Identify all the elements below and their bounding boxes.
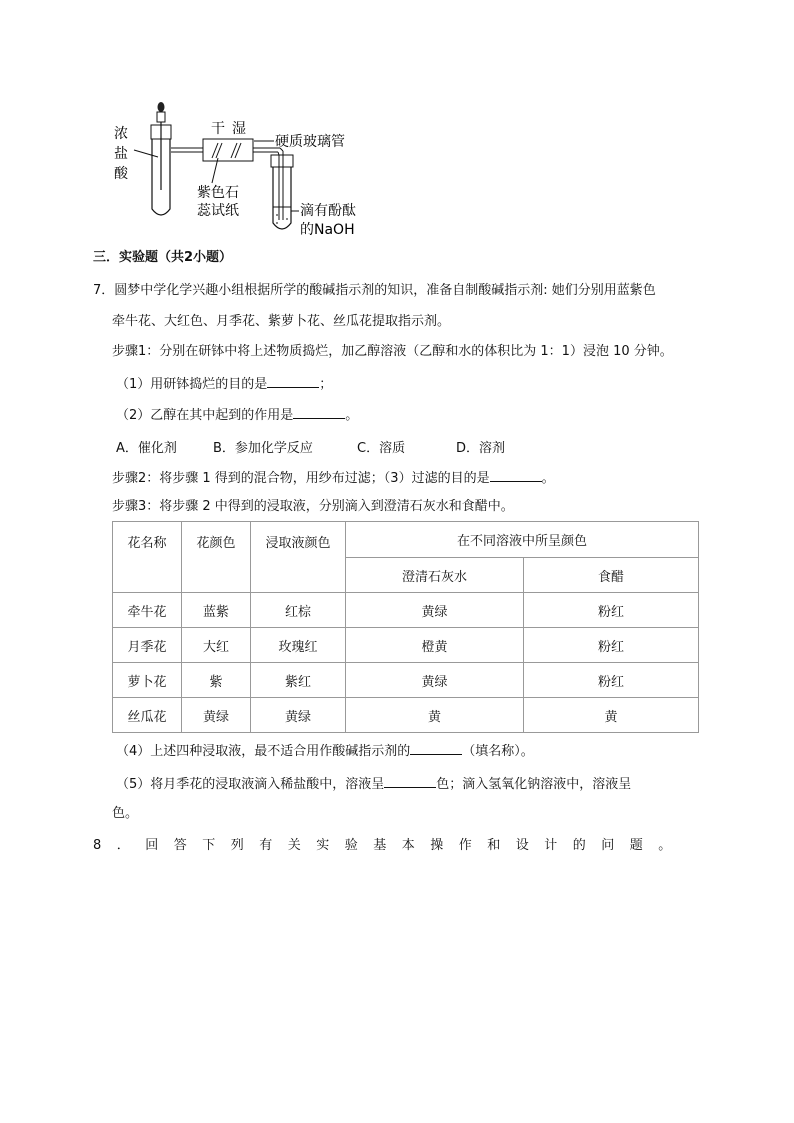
table-cell: 紫红 (251, 663, 346, 698)
q7-line-2: 牵牛花、大红色、月季花、紫萝卜花、丝瓜花提取指示剂。 (112, 314, 451, 329)
q7-line-1: 7．圆梦中学化学兴趣小组根据所学的酸碱指示剂的知识，准备自制酸碱指示剂: 她们分别用蓝紫色 (93, 283, 656, 298)
wet-label: 湿 (232, 121, 246, 137)
hcl-label-1: 浓 (114, 126, 128, 142)
q7-sub-5-mid: 色；滴入氢氧化钠溶液中，溶液呈 (436, 777, 632, 792)
litmus-label-2: 蕊试纸 (197, 203, 239, 219)
q7-step-1: 步骤1：分别在研钵中将上述物质捣烂，加乙醇溶液（乙醇和水的体积比为 1：1）浸泡 10 分钟。 (112, 344, 673, 359)
table-cell: 橙黄 (346, 628, 524, 663)
header-extract-color: 浸取液颜色 (251, 522, 346, 593)
flower-table (112, 521, 699, 733)
table-cell: 丝瓜花 (113, 698, 182, 733)
table-cell: 粉红 (524, 593, 699, 628)
answer-blank-3[interactable] (490, 467, 542, 482)
header-flower-color: 花颜色 (182, 522, 251, 593)
q7-step-2-end: 。 (541, 471, 555, 486)
q7-step-3: 步骤3：将步骤 2 中得到的浸取液，分别滴入到澄清石灰水和食醋中。 (112, 499, 514, 514)
table-cell: 红棕 (251, 593, 346, 628)
q7-sub-1 (116, 373, 332, 395)
q7-sub-2 (116, 404, 358, 426)
table-row (113, 663, 699, 698)
q7-sub-4 (116, 740, 534, 762)
q7-sub-4-text: （4）上述四种浸取液，最不适合用作酸碱指示剂的 (116, 744, 411, 759)
table-cell: 大红 (182, 628, 251, 663)
q7-sub-4-end: （填名称）。 (462, 744, 534, 759)
table-cell: 蓝紫 (182, 593, 251, 628)
answer-blank-5[interactable] (384, 773, 436, 788)
q7-sub-5-text: （5）将月季花的浸取液滴入稀盐酸中，溶液呈 (116, 777, 385, 792)
table-cell: 玫瑰红 (251, 628, 346, 663)
naoh-label-2: 的NaOH (300, 222, 355, 238)
naoh-label-1: 滴有酚酞 (300, 203, 356, 219)
table-cell: 黄绿 (251, 698, 346, 733)
q8-text: 8．回答下列有关实验基本操作和设计的问题。 (93, 838, 687, 853)
answer-blank-2[interactable] (293, 404, 345, 419)
q7-sub-2-end: 。 (345, 408, 359, 423)
q7-sub-1-end: ； (319, 377, 333, 392)
table-row (113, 628, 699, 663)
hcl-label-2: 盐 (114, 146, 128, 162)
header-flower-name: 花名称 (113, 522, 182, 593)
q7-sub-2-text: （2）乙醇在其中起到的作用是 (116, 408, 294, 423)
glass-tube-label: 硬质玻璃管 (275, 134, 345, 150)
table-cell: 粉红 (524, 628, 699, 663)
table-cell: 牵牛花 (113, 593, 182, 628)
q7-sub-1-text: （1）用研钵捣烂的目的是 (116, 377, 268, 392)
table-cell: 黄绿 (346, 663, 524, 698)
answer-blank-1[interactable] (267, 373, 319, 388)
answer-blank-4[interactable] (410, 740, 462, 755)
option-c[interactable]: C．溶质 (357, 441, 406, 456)
subheader-limewater: 澄清石灰水 (346, 558, 524, 593)
hcl-label-3: 酸 (114, 166, 128, 182)
q7-sub-5 (116, 773, 631, 795)
q7-step-2-text: 步骤2：将步骤 1 得到的混合物，用纱布过滤；（3）过滤的目的是 (112, 471, 490, 486)
apparatus-diagram (100, 95, 400, 240)
table-cell: 粉红 (524, 663, 699, 698)
header-solution-colors: 在不同溶液中所呈颜色 (346, 522, 699, 558)
table-cell: 黄绿 (182, 698, 251, 733)
table-cell: 黄 (524, 698, 699, 733)
table-cell: 黄 (346, 698, 524, 733)
option-a[interactable]: A．催化剂 (116, 441, 177, 456)
option-b[interactable]: B．参加化学反应 (213, 441, 313, 456)
section-3-heading: 三．实验题（共2小题） (93, 250, 233, 265)
option-d[interactable]: D．溶剂 (456, 441, 506, 456)
table-cell: 月季花 (113, 628, 182, 663)
q7-step-2 (112, 467, 555, 489)
table-cell: 黄绿 (346, 593, 524, 628)
table-cell: 萝卜花 (113, 663, 182, 698)
table-row (113, 698, 699, 733)
table-cell: 紫 (182, 663, 251, 698)
litmus-label-1: 紫色石 (197, 185, 239, 201)
subheader-vinegar: 食醋 (524, 558, 699, 593)
q7-sub-5-cont: 色。 (112, 806, 139, 821)
table-row (113, 593, 699, 628)
dry-label: 干 (211, 121, 225, 137)
